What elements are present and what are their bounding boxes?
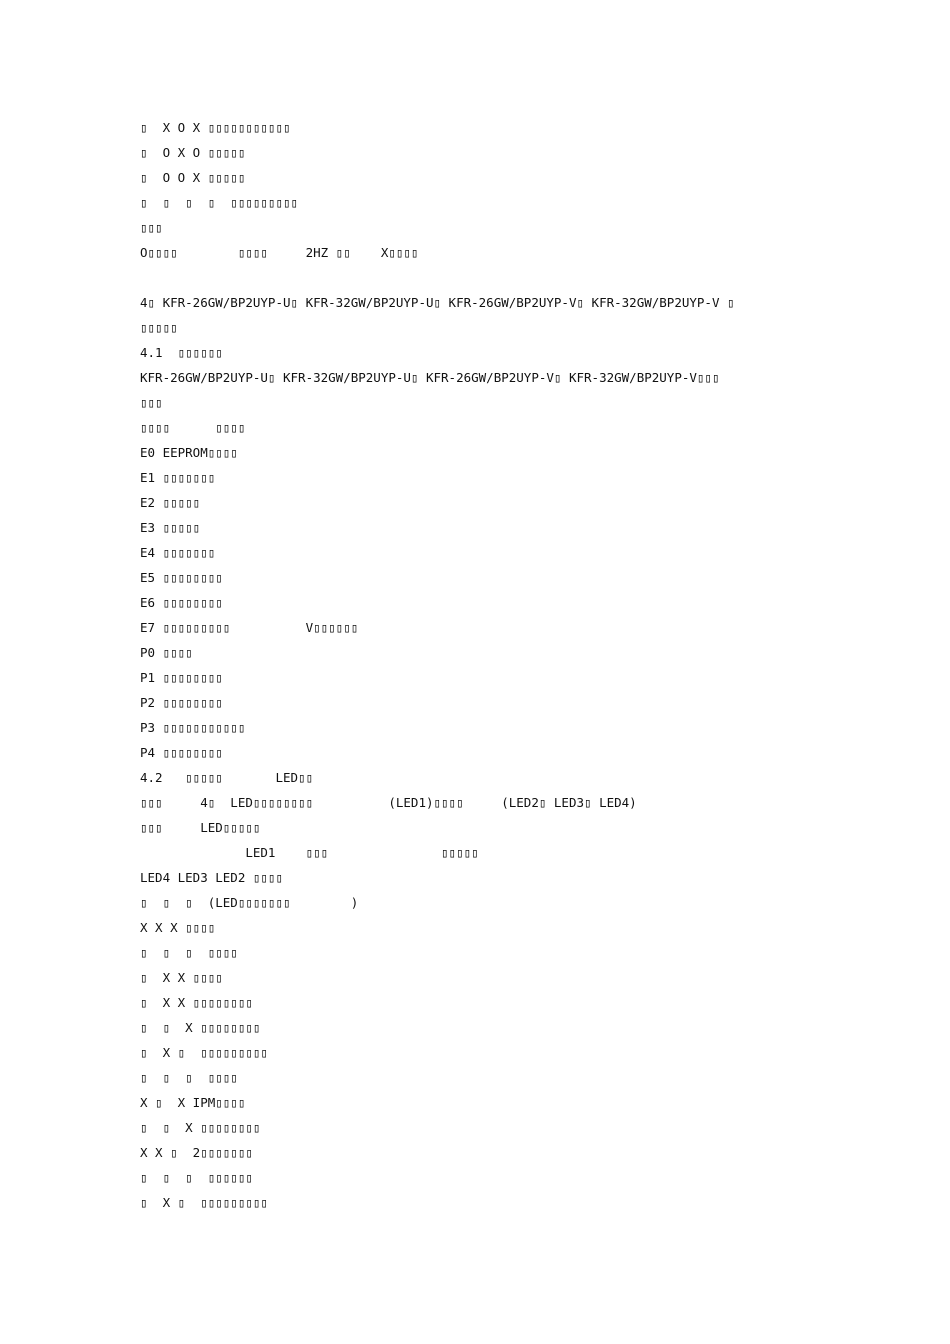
led-row-7: ▯ X ▯ ▯▯▯▯▯▯▯▯▯ [140,1045,268,1060]
text-line-4: ▯ ▯ ▯ ▯ ▯▯▯▯▯▯▯▯▯ [140,195,299,210]
model-list-line: KFR-26GW/BP2UYP-U▯ KFR-32GW/BP2UYP-U▯ KFR-26GW/BP2UYP-V▯ KFR-32GW/BP2UYP-V▯▯▯ [140,370,720,385]
led-row-6: ▯ ▯ X ▯▯▯▯▯▯▯▯ [140,1020,261,1035]
led-row-3: ▯ ▯ ▯ ▯▯▯▯ [140,945,238,960]
led-description-line: ▯▯▯ 4▯ LED▯▯▯▯▯▯▯▯ (LED1)▯▯▯▯ (LED2▯ LED3▯ LED4) [140,795,637,810]
led-row-1: ▯ ▯ ▯ (LED▯▯▯▯▯▯▯ ) [140,895,359,910]
section-4-2-heading: 4.2 ▯▯▯▯▯ LED▯▯ [140,770,314,785]
section-4-1-heading: 4.1 ▯▯▯▯▯▯ [140,345,223,360]
led-description-line-2: ▯▯▯ LED▯▯▯▯▯ [140,820,261,835]
error-code-p2: P2 ▯▯▯▯▯▯▯▯ [140,695,223,710]
led-row-9: X ▯ X IPM▯▯▯▯ [140,1095,246,1110]
led-row-13: ▯ X ▯ ▯▯▯▯▯▯▯▯▯ [140,1195,268,1210]
error-code-e7: E7 ▯▯▯▯▯▯▯▯▯ V▯▯▯▯▯▯ [140,620,359,635]
section-4-heading-cont: ▯▯▯▯▯ [140,320,178,335]
led-row-4: ▯ X X ▯▯▯▯ [140,970,223,985]
text-line-5: ▯▯▯ [140,220,163,235]
error-code-e1: E1 ▯▯▯▯▯▯▯ [140,470,216,485]
text-line-3: ▯ O O X ▯▯▯▯▯ [140,170,246,185]
led-table-header-2: LED4 LED3 LED2 ▯▯▯▯ [140,870,283,885]
error-code-p1: P1 ▯▯▯▯▯▯▯▯ [140,670,223,685]
led-table-header-1: LED1 ▯▯▯ ▯▯▯▯▯ [140,845,479,860]
legend-line: O▯▯▯▯ ▯▯▯▯ 2HZ ▯▯ X▯▯▯▯ [140,245,419,260]
section-4-heading: 4▯ KFR-26GW/BP2UYP-U▯ KFR-32GW/BP2UYP-U▯ KFR-26GW/BP2UYP-V▯ KFR-32GW/BP2UYP-V ▯ [140,295,735,310]
error-code-e5: E5 ▯▯▯▯▯▯▯▯ [140,570,223,585]
error-code-e6: E6 ▯▯▯▯▯▯▯▯ [140,595,223,610]
led-row-8: ▯ ▯ ▯ ▯▯▯▯ [140,1070,238,1085]
error-code-p0: P0 ▯▯▯▯ [140,645,193,660]
error-code-p3: P3 ▯▯▯▯▯▯▯▯▯▯▯ [140,720,246,735]
error-code-e0: E0 EEPROM▯▯▯▯ [140,445,238,460]
text-line-1: ▯ X O X ▯▯▯▯▯▯▯▯▯▯▯ [140,120,291,135]
error-table-header: ▯▯▯▯ ▯▯▯▯ [140,420,246,435]
text-line-2: ▯ O X O ▯▯▯▯▯ [140,145,246,160]
led-row-2: X X X ▯▯▯▯ [140,920,216,935]
blank-line [140,267,820,289]
error-code-e4: E4 ▯▯▯▯▯▯▯ [140,545,216,560]
led-row-5: ▯ X X ▯▯▯▯▯▯▯▯ [140,995,253,1010]
led-row-10: ▯ ▯ X ▯▯▯▯▯▯▯▯ [140,1120,261,1135]
led-row-12: ▯ ▯ ▯ ▯▯▯▯▯▯ [140,1170,253,1185]
error-code-e2: E2 ▯▯▯▯▯ [140,495,201,510]
model-list-line-cont: ▯▯▯ [140,395,163,410]
error-code-e3: E3 ▯▯▯▯▯ [140,520,201,535]
led-row-11: X X ▯ 2▯▯▯▯▯▯▯ [140,1145,253,1160]
error-code-p4: P4 ▯▯▯▯▯▯▯▯ [140,745,223,760]
